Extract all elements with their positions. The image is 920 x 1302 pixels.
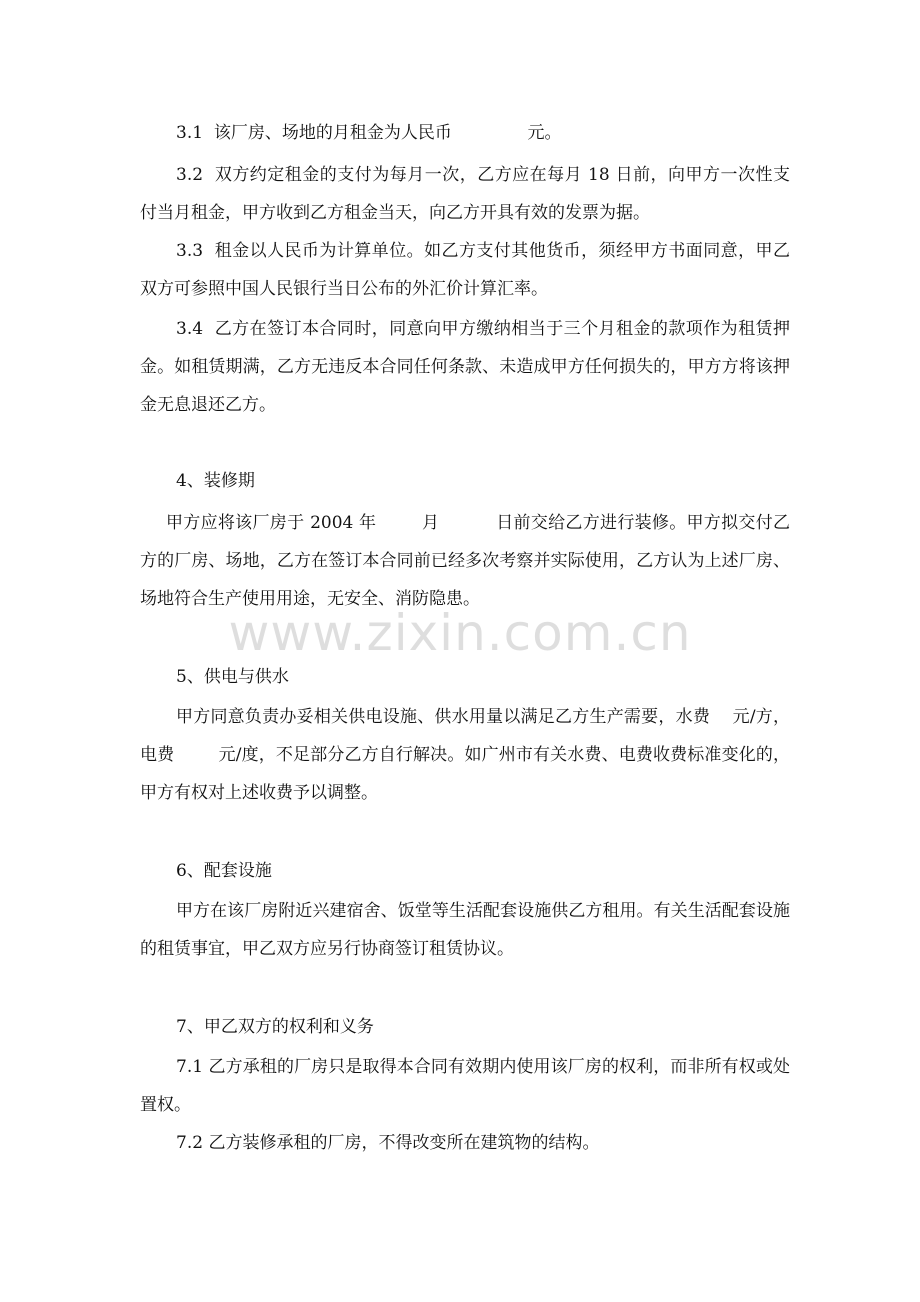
section-5-heading: 5、供电与供水 [176, 667, 289, 687]
section-4-heading: 4、装修期 [176, 471, 255, 491]
clause-3-2: 3.2 双方约定租金的支付为每月一次，乙方应在每月 18 日前，向甲方一次性支付当月租金，甲方收到乙方租金当天，向乙方开具有效的发票为据。 [140, 165, 791, 223]
clause-3-1: 3.1 该厂房、场地的月租金为人民币 元。 [176, 123, 562, 143]
watermark: www.zixin.com.cn [228, 604, 692, 662]
clause-3-4: 3.4 乙方在签订本合同时，同意向甲方缴纳相当于三个月租金的款项作为租赁押金。如租赁期满，乙方无违反本合同任何条款、未造成甲方任何损失的，甲方方将该押金无息退还乙方。 [140, 319, 790, 415]
section-4-body: 甲方应将该厂房于 2004 年 月 日前交给乙方进行装修。甲方拟交付乙方的厂房、场地，乙方在签订本合同前已经多次考察并实际使用，乙方认为上述厂房、场地符合生产使用用途，无安全、消防隐患。 [140, 513, 790, 609]
section-6-body: 甲方在该厂房附近兴建宿舍、饭堂等生活配套设施供乙方租用。有关生活配套设施的租赁事宜，甲乙双方应另行协商签订租赁协议。 [140, 901, 790, 959]
section-6-heading: 6、配套设施 [176, 861, 272, 881]
section-7-heading: 7、甲乙双方的权利和义务 [176, 1017, 374, 1037]
clause-7-2: 7.2 乙方装修承租的厂房，不得改变所在建筑物的结构。 [176, 1133, 600, 1153]
section-5-body: 甲方同意负责办妥相关供电设施、供水用量以满足乙方生产需要，水费 元/方，电费 元/度，不足部分乙方自行解决。如广州市有关水费、电费收费标准变化的，甲方有权对上述收费予以调整。 [140, 707, 790, 803]
clause-3-3: 3.3 租金以人民币为计算单位。如乙方支付其他货币，须经甲方书面同意，甲乙双方可参照中国人民银行当日公布的外汇价计算汇率。 [140, 241, 790, 299]
clause-7-1: 7.1 乙方承租的厂房只是取得本合同有效期内使用该厂房的权利，而非所有权或处置权。 [140, 1057, 790, 1115]
